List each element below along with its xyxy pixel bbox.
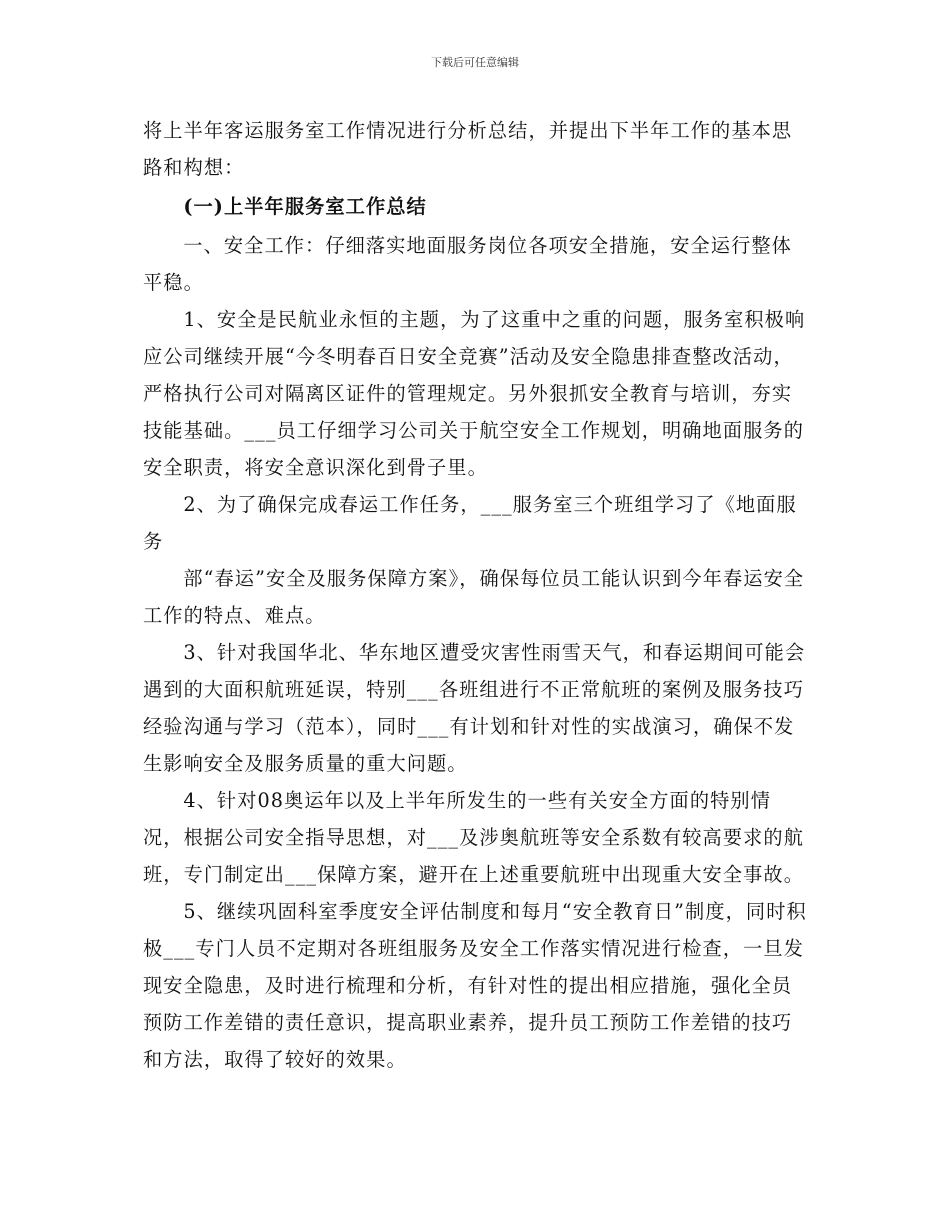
- body-paragraph: 4、针对08奥运年以及上半年所发生的一些有关安全方面的特别情况，根据公司安全指导思想，对___及涉奥航班等安全系数有较高要求的航班，专门制定出___保障方案，避开在上述重要航班中出现重大安全事故。: [143, 789, 804, 886]
- section-heading: (一)上半年服务室工作总结: [183, 195, 427, 218]
- body-paragraph: 2、为了确保完成春运工作任务，___服务室三个班组学习了《地面服务: [143, 493, 797, 553]
- body-paragraph: 部“春运”安全及服务保障方案》，确保每位员工能认识到今年春运安全工作的特点、难点。: [143, 567, 805, 627]
- body-paragraph: 3、针对我国华北、华东地区遭受灾害性雨雪天气，和春运期间可能会遇到的大面积航班延误，特别___各班组进行不正常航班的案例及服务技巧经验沟通与学习（范本），同时___有计划和针对性的实战演习，确保不发生影响安全及服务质量的重大问题。: [143, 641, 806, 775]
- body-paragraph: 一、安全工作：仔细落实地面服务岗位各项安全措施，安全运行整体平稳。: [143, 234, 792, 294]
- intro-paragraph: 将上半年客运服务室工作情况进行分析总结，并提出下半年工作的基本思路和构想：: [143, 119, 793, 179]
- page-header: 下载后可任意编辑: [431, 56, 519, 69]
- body-paragraph: 1、安全是民航业永恒的主题，为了这重中之重的问题，服务室积极响应公司继续开展“今冬明春百日安全竞赛”活动及安全隐患排查整改活动，严格执行公司对隔离区证件的管理规定。另外狠抓安全教育与培训，夯实技能基础。___员工仔细学习公司关于航空安全工作规划，明确地面服务的安全职责，将安全意识深化到骨子里。: [143, 308, 806, 479]
- body-paragraph: 5、继续巩固科室季度安全评估制度和每月“安全教育日”制度，同时积极___专门人员不定期对各班组服务及安全工作落实情况进行检查，一旦发现安全隐患，及时进行梳理和分析，有针对性的提出相应措施，强化全员预防工作差错的责任意识，提高职业素养，提升员工预防工作差错的技巧和方法，取得了较好的效果。: [143, 900, 807, 1071]
- document-body: [143, 112, 808, 1078]
